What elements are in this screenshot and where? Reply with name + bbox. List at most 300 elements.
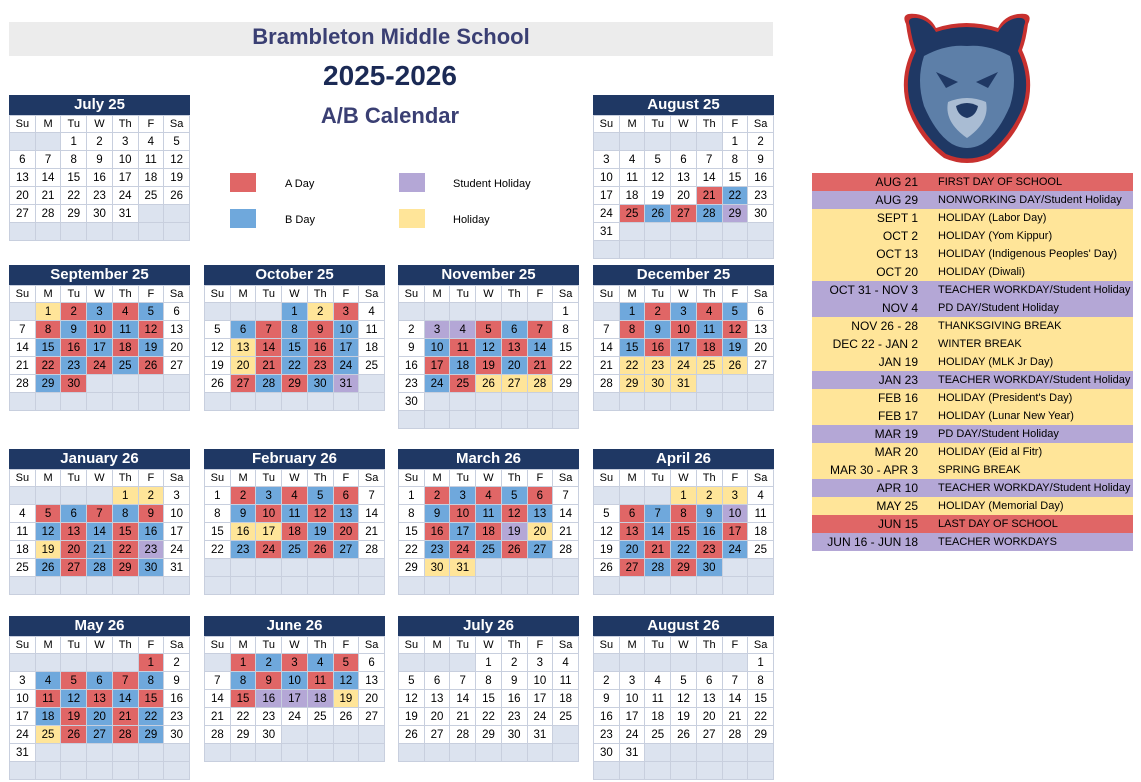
day-cell: 8 — [112, 505, 138, 523]
day-cell: 16 — [748, 169, 774, 187]
day-cell: 30 — [424, 559, 450, 577]
empty-cell — [553, 726, 579, 744]
day-cell: 18 — [553, 690, 579, 708]
empty-cell — [10, 223, 36, 241]
empty-cell — [645, 577, 671, 595]
empty-cell — [333, 559, 359, 577]
empty-cell — [112, 654, 138, 672]
day-cell: 15 — [282, 339, 308, 357]
day-cell: 15 — [671, 523, 697, 541]
day-cell: 19 — [476, 357, 502, 375]
day-cell: 22 — [722, 187, 748, 205]
day-cell: 4 — [35, 672, 61, 690]
empty-cell — [619, 133, 645, 151]
day-cell: 11 — [476, 505, 502, 523]
day-cell: 11 — [138, 151, 164, 169]
empty-cell — [619, 393, 645, 411]
empty-cell — [696, 762, 722, 780]
month-title: December 25 — [593, 265, 774, 285]
weekday-header: Th — [112, 116, 138, 133]
weekday-header: Su — [594, 116, 620, 133]
empty-cell — [696, 133, 722, 151]
day-cell: 6 — [359, 654, 385, 672]
empty-cell — [722, 762, 748, 780]
day-cell: 10 — [256, 505, 282, 523]
day-cell: 12 — [594, 523, 620, 541]
day-cell: 9 — [696, 505, 722, 523]
day-cell: 24 — [424, 375, 450, 393]
day-cell: 25 — [696, 357, 722, 375]
day-cell: 6 — [87, 672, 113, 690]
empty-cell — [476, 393, 502, 411]
legend-label-b-day: B Day — [285, 214, 315, 226]
empty-cell — [594, 241, 620, 259]
empty-cell — [112, 375, 138, 393]
day-cell: 13 — [61, 523, 87, 541]
day-cell: 31 — [10, 744, 36, 762]
event-date: JUN 16 - JUN 18 — [827, 535, 918, 549]
event-description: TEACHER WORKDAY/Student Holiday — [938, 482, 1131, 494]
day-cell: 22 — [553, 357, 579, 375]
day-cell: 17 — [450, 523, 476, 541]
day-cell: 6 — [61, 505, 87, 523]
empty-cell — [594, 577, 620, 595]
day-cell: 21 — [594, 357, 620, 375]
bear-mascot-logo — [886, 10, 1048, 168]
day-cell: 21 — [722, 708, 748, 726]
weekday-header: Su — [399, 286, 425, 303]
day-cell: 15 — [748, 690, 774, 708]
weekday-header: F — [722, 116, 748, 133]
day-cell: 26 — [722, 357, 748, 375]
day-cell: 27 — [164, 357, 190, 375]
day-cell: 18 — [307, 690, 333, 708]
empty-cell — [645, 133, 671, 151]
weekday-header: F — [527, 470, 553, 487]
day-cell: 24 — [333, 357, 359, 375]
day-cell: 16 — [399, 357, 425, 375]
month-calendar — [593, 449, 774, 595]
weekday-header: Th — [307, 470, 333, 487]
empty-cell — [722, 577, 748, 595]
empty-cell — [61, 487, 87, 505]
event-row — [812, 263, 1133, 281]
day-cell: 10 — [722, 505, 748, 523]
day-cell: 10 — [450, 505, 476, 523]
weekday-header: Su — [10, 286, 36, 303]
empty-cell — [164, 223, 190, 241]
day-cell: 20 — [696, 708, 722, 726]
empty-cell — [333, 726, 359, 744]
empty-cell — [399, 577, 425, 595]
weekday-header: M — [230, 637, 256, 654]
weekday-header: Tu — [645, 637, 671, 654]
weekday-header: F — [333, 470, 359, 487]
legend-label-holiday: Holiday — [453, 214, 490, 226]
weekday-header: Tu — [645, 116, 671, 133]
month-title: November 25 — [398, 265, 579, 285]
day-cell: 14 — [359, 505, 385, 523]
day-cell: 21 — [35, 187, 61, 205]
day-cell: 11 — [307, 672, 333, 690]
day-cell: 17 — [164, 523, 190, 541]
day-cell: 2 — [645, 303, 671, 321]
day-cell: 19 — [333, 690, 359, 708]
weekday-header: Su — [10, 470, 36, 487]
day-cell: 22 — [61, 187, 87, 205]
month-title: May 26 — [9, 616, 190, 636]
day-cell: 5 — [307, 487, 333, 505]
empty-cell — [333, 744, 359, 762]
empty-cell — [61, 762, 87, 780]
event-row — [812, 299, 1133, 317]
day-cell: 17 — [722, 523, 748, 541]
day-cell: 25 — [10, 559, 36, 577]
weekday-header: Th — [307, 637, 333, 654]
day-cell: 2 — [138, 487, 164, 505]
empty-cell — [476, 577, 502, 595]
event-date: OCT 2 — [882, 229, 918, 243]
day-cell: 19 — [722, 339, 748, 357]
empty-cell — [424, 393, 450, 411]
empty-cell — [112, 393, 138, 411]
month-title: September 25 — [9, 265, 190, 285]
day-cell: 29 — [282, 375, 308, 393]
weekday-header: Sa — [553, 637, 579, 654]
event-row — [812, 281, 1133, 299]
day-cell: 4 — [476, 487, 502, 505]
day-cell: 3 — [527, 654, 553, 672]
empty-cell — [205, 393, 231, 411]
day-cell: 5 — [61, 672, 87, 690]
day-cell: 21 — [359, 523, 385, 541]
empty-cell — [10, 393, 36, 411]
event-description: TEACHER WORKDAY/Student Holiday — [938, 374, 1131, 386]
empty-cell — [205, 303, 231, 321]
empty-cell — [696, 744, 722, 762]
empty-cell — [359, 577, 385, 595]
empty-cell — [138, 223, 164, 241]
day-cell: 16 — [501, 690, 527, 708]
weekday-header: Sa — [359, 470, 385, 487]
weekday-header: Tu — [450, 470, 476, 487]
day-cell: 26 — [645, 205, 671, 223]
weekday-header: F — [138, 470, 164, 487]
day-cell: 19 — [164, 169, 190, 187]
empty-cell — [87, 393, 113, 411]
day-cell: 1 — [230, 654, 256, 672]
empty-cell — [476, 303, 502, 321]
day-cell: 14 — [696, 169, 722, 187]
empty-cell — [594, 762, 620, 780]
day-cell: 7 — [645, 505, 671, 523]
day-cell: 5 — [476, 321, 502, 339]
day-cell: 11 — [35, 690, 61, 708]
day-cell: 20 — [359, 690, 385, 708]
day-cell: 27 — [671, 205, 697, 223]
day-cell: 18 — [112, 339, 138, 357]
weekday-header: F — [722, 470, 748, 487]
empty-cell — [138, 375, 164, 393]
day-cell: 25 — [645, 726, 671, 744]
empty-cell — [256, 577, 282, 595]
day-cell: 5 — [205, 321, 231, 339]
day-cell: 12 — [307, 505, 333, 523]
day-cell: 20 — [230, 357, 256, 375]
event-row — [812, 317, 1133, 335]
month-calendar — [204, 265, 385, 411]
day-cell: 28 — [112, 726, 138, 744]
day-cell: 23 — [696, 541, 722, 559]
day-cell: 12 — [333, 672, 359, 690]
day-cell: 10 — [619, 690, 645, 708]
weekday-header: W — [282, 286, 308, 303]
day-cell: 17 — [87, 339, 113, 357]
day-cell: 23 — [399, 375, 425, 393]
day-cell: 10 — [671, 321, 697, 339]
month-calendar — [398, 449, 579, 595]
day-cell: 8 — [61, 151, 87, 169]
day-cell: 28 — [359, 541, 385, 559]
day-cell: 4 — [748, 487, 774, 505]
weekday-header: Th — [696, 286, 722, 303]
weekday-header: Tu — [256, 637, 282, 654]
day-cell: 11 — [450, 339, 476, 357]
day-cell: 19 — [501, 523, 527, 541]
day-cell: 30 — [501, 726, 527, 744]
empty-cell — [501, 303, 527, 321]
day-cell: 30 — [645, 375, 671, 393]
day-cell: 17 — [10, 708, 36, 726]
empty-cell — [501, 744, 527, 762]
day-cell: 24 — [527, 708, 553, 726]
empty-cell — [164, 393, 190, 411]
weekday-header: Tu — [450, 286, 476, 303]
day-cell: 10 — [164, 505, 190, 523]
day-cell: 1 — [35, 303, 61, 321]
empty-cell — [87, 223, 113, 241]
day-cell: 8 — [722, 151, 748, 169]
empty-cell — [10, 303, 36, 321]
weekday-header: Th — [112, 470, 138, 487]
weekday-header: Tu — [61, 116, 87, 133]
empty-cell — [450, 744, 476, 762]
day-cell: 12 — [35, 523, 61, 541]
day-cell: 29 — [619, 375, 645, 393]
day-cell: 6 — [333, 487, 359, 505]
event-description: THANKSGIVING BREAK — [938, 320, 1062, 332]
day-cell: 5 — [722, 303, 748, 321]
day-cell: 19 — [399, 708, 425, 726]
day-cell: 10 — [112, 151, 138, 169]
weekday-header: Su — [594, 286, 620, 303]
event-description: NONWORKING DAY/Student Holiday — [938, 194, 1122, 206]
day-cell: 25 — [35, 726, 61, 744]
day-cell: 25 — [282, 541, 308, 559]
empty-cell — [748, 393, 774, 411]
day-cell: 3 — [671, 303, 697, 321]
day-cell: 15 — [112, 523, 138, 541]
event-date: NOV 4 — [881, 301, 918, 315]
day-cell: 16 — [230, 523, 256, 541]
day-cell: 11 — [282, 505, 308, 523]
empty-cell — [722, 393, 748, 411]
event-date: MAR 20 — [874, 445, 918, 459]
weekday-header: Tu — [256, 286, 282, 303]
day-cell: 24 — [164, 541, 190, 559]
day-cell: 30 — [87, 205, 113, 223]
day-cell: 29 — [61, 205, 87, 223]
day-cell: 27 — [424, 726, 450, 744]
day-cell: 6 — [619, 505, 645, 523]
day-cell: 10 — [594, 169, 620, 187]
day-cell: 18 — [35, 708, 61, 726]
day-cell: 15 — [61, 169, 87, 187]
event-row — [812, 515, 1133, 533]
day-cell: 13 — [424, 690, 450, 708]
month-calendar — [9, 449, 190, 595]
day-cell: 21 — [645, 541, 671, 559]
day-cell: 26 — [501, 541, 527, 559]
day-cell: 2 — [748, 133, 774, 151]
day-cell: 7 — [112, 672, 138, 690]
day-cell: 31 — [619, 744, 645, 762]
day-cell: 30 — [138, 559, 164, 577]
day-cell: 18 — [10, 541, 36, 559]
day-cell: 1 — [476, 654, 502, 672]
empty-cell — [35, 393, 61, 411]
empty-cell — [112, 744, 138, 762]
empty-cell — [748, 744, 774, 762]
weekday-header: M — [35, 637, 61, 654]
day-cell: 11 — [10, 523, 36, 541]
weekday-header: Sa — [359, 637, 385, 654]
day-cell: 3 — [164, 487, 190, 505]
event-row — [812, 191, 1133, 209]
empty-cell — [112, 223, 138, 241]
empty-cell — [450, 303, 476, 321]
event-date: AUG 29 — [875, 193, 918, 207]
empty-cell — [87, 487, 113, 505]
weekday-header: F — [138, 286, 164, 303]
empty-cell — [164, 375, 190, 393]
day-cell: 7 — [553, 487, 579, 505]
empty-cell — [35, 762, 61, 780]
weekday-header: M — [424, 286, 450, 303]
day-cell: 5 — [399, 672, 425, 690]
day-cell: 24 — [282, 708, 308, 726]
day-cell: 30 — [399, 393, 425, 411]
legend-label-student-holiday: Student Holiday — [453, 178, 531, 190]
day-cell: 26 — [164, 187, 190, 205]
day-cell: 18 — [282, 523, 308, 541]
day-cell: 5 — [138, 303, 164, 321]
day-cell: 14 — [10, 339, 36, 357]
empty-cell — [35, 487, 61, 505]
empty-cell — [619, 487, 645, 505]
day-cell: 4 — [138, 133, 164, 151]
day-cell: 19 — [645, 187, 671, 205]
weekday-header: Su — [205, 286, 231, 303]
weekday-header: Tu — [645, 470, 671, 487]
day-cell: 16 — [594, 708, 620, 726]
day-cell: 28 — [87, 559, 113, 577]
empty-cell — [696, 654, 722, 672]
day-cell: 28 — [527, 375, 553, 393]
day-cell: 8 — [748, 672, 774, 690]
day-cell: 1 — [205, 487, 231, 505]
event-description: PD DAY/Student Holiday — [938, 302, 1059, 314]
day-cell: 11 — [748, 505, 774, 523]
day-cell: 8 — [671, 505, 697, 523]
day-cell: 8 — [35, 321, 61, 339]
empty-cell — [501, 577, 527, 595]
day-cell: 23 — [645, 357, 671, 375]
day-cell: 3 — [450, 487, 476, 505]
day-cell: 29 — [553, 375, 579, 393]
day-cell: 20 — [671, 187, 697, 205]
day-cell: 1 — [671, 487, 697, 505]
weekday-header: W — [671, 470, 697, 487]
day-cell: 12 — [645, 169, 671, 187]
day-cell: 9 — [748, 151, 774, 169]
empty-cell — [164, 205, 190, 223]
empty-cell — [205, 654, 231, 672]
event-row — [812, 389, 1133, 407]
weekday-header: Sa — [553, 470, 579, 487]
event-date: JAN 19 — [878, 355, 918, 369]
weekday-header: Tu — [450, 637, 476, 654]
event-row — [812, 335, 1133, 353]
day-cell: 5 — [501, 487, 527, 505]
weekday-header: Sa — [748, 116, 774, 133]
event-description: SPRING BREAK — [938, 464, 1021, 476]
day-cell: 17 — [424, 357, 450, 375]
empty-cell — [359, 393, 385, 411]
empty-cell — [671, 577, 697, 595]
empty-cell — [619, 241, 645, 259]
empty-cell — [594, 133, 620, 151]
day-cell: 2 — [399, 321, 425, 339]
day-cell: 19 — [671, 708, 697, 726]
day-cell: 17 — [112, 169, 138, 187]
legend-swatch-student-holiday — [399, 173, 425, 192]
day-cell: 13 — [748, 321, 774, 339]
day-cell: 3 — [10, 672, 36, 690]
weekday-header: W — [87, 286, 113, 303]
day-cell: 20 — [619, 541, 645, 559]
empty-cell — [501, 393, 527, 411]
day-cell: 25 — [307, 708, 333, 726]
day-cell: 29 — [748, 726, 774, 744]
day-cell: 15 — [722, 169, 748, 187]
day-cell: 17 — [333, 339, 359, 357]
day-cell: 29 — [230, 726, 256, 744]
day-cell: 9 — [61, 321, 87, 339]
day-cell: 28 — [10, 375, 36, 393]
day-cell: 24 — [256, 541, 282, 559]
empty-cell — [722, 241, 748, 259]
school-name: Brambleton Middle School — [252, 24, 530, 49]
event-date: MAY 25 — [876, 499, 918, 513]
day-cell: 9 — [594, 690, 620, 708]
event-date: APR 10 — [876, 481, 918, 495]
day-cell: 28 — [450, 726, 476, 744]
day-cell: 29 — [35, 375, 61, 393]
month-title: June 26 — [204, 616, 385, 636]
day-cell: 12 — [501, 505, 527, 523]
event-description: HOLIDAY (Indigenous Peoples' Day) — [938, 248, 1118, 260]
